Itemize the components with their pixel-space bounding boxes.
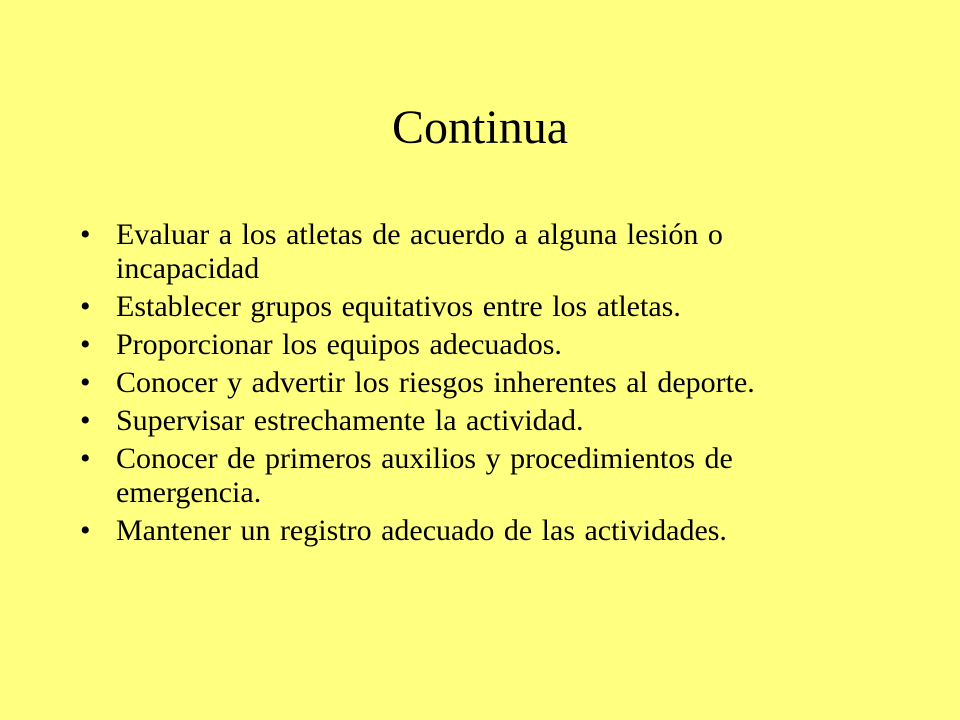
list-item-text: Mantener un registro adecuado de las actividades. bbox=[116, 514, 727, 547]
slide-title: Continua bbox=[392, 101, 568, 154]
bullet-icon: • bbox=[80, 514, 91, 547]
list-item-text: Supervisar estrechamente la actividad. bbox=[116, 404, 584, 437]
list-item bbox=[80, 218, 860, 286]
list-item-text: Proporcionar los equipos adecuados. bbox=[116, 328, 562, 361]
bullet-icon: • bbox=[80, 442, 91, 475]
bullet-list bbox=[80, 218, 860, 552]
bullet-icon: • bbox=[80, 366, 91, 399]
bullet-icon: • bbox=[80, 404, 91, 437]
bullet-icon: • bbox=[80, 218, 91, 251]
list-item bbox=[80, 366, 860, 400]
bullet-icon: • bbox=[80, 328, 91, 361]
bullet-icon: • bbox=[80, 290, 91, 323]
list-item-text: Conocer de primeros auxilios y procedimientos de emergencia. bbox=[116, 442, 733, 509]
list-item bbox=[80, 404, 860, 438]
list-item bbox=[80, 442, 860, 510]
list-item-text: Conocer y advertir los riesgos inherentes al deporte. bbox=[116, 366, 755, 399]
list-item bbox=[80, 514, 860, 548]
list-item bbox=[80, 290, 860, 324]
list-item-text: Establecer grupos equitativos entre los atletas. bbox=[116, 290, 681, 323]
list-item-text: Evaluar a los atletas de acuerdo a alguna lesión o incapacidad bbox=[116, 218, 723, 285]
list-item bbox=[80, 328, 860, 362]
